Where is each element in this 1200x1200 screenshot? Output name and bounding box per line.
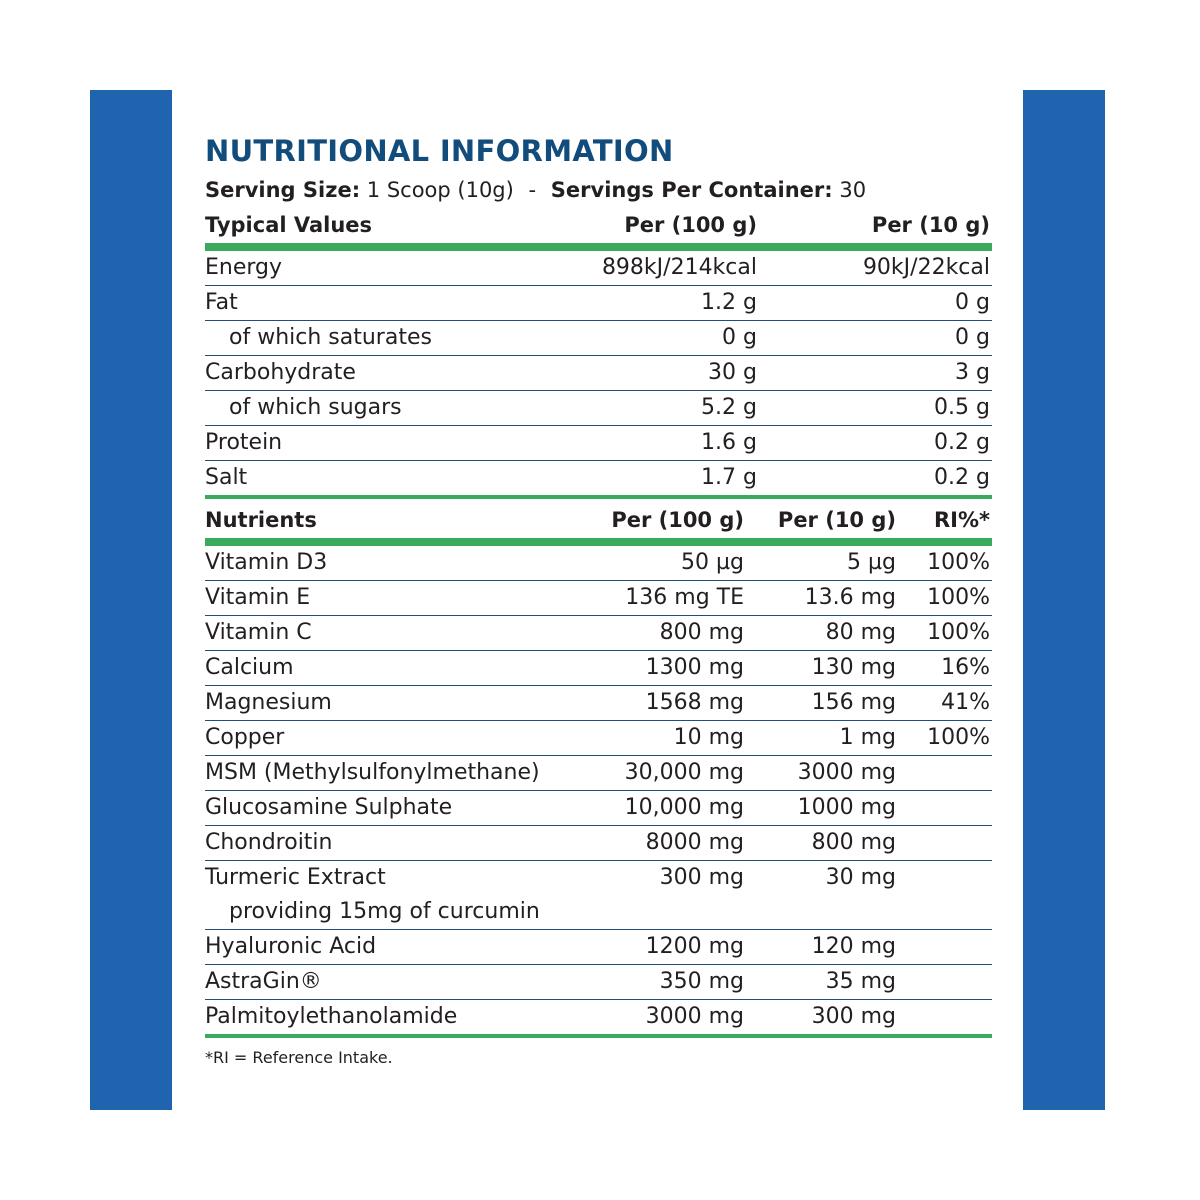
table-row <box>205 356 992 391</box>
value-per-100g: 10 mg <box>673 725 744 750</box>
table-header <box>205 207 992 251</box>
nutrients-rows <box>205 546 992 1038</box>
nutrient-name: Vitamin D3 <box>205 550 328 575</box>
value-per-10g: 3 g <box>955 360 990 385</box>
nutrient-name: MSM (Methylsulfonylmethane) <box>205 760 540 785</box>
table-row <box>205 826 992 861</box>
column-header: Per (100 g) <box>611 508 744 532</box>
nutrition-panel <box>205 130 992 1072</box>
column-header: Nutrients <box>205 508 317 532</box>
value-per-10g: 0.2 g <box>934 465 990 490</box>
typical-values-table <box>205 207 992 499</box>
serving-size-label: Serving Size: <box>205 178 361 202</box>
value-ri-percent: 41% <box>941 690 990 715</box>
table-row <box>205 251 992 286</box>
table-row <box>205 546 992 581</box>
table-row <box>205 1000 992 1038</box>
value-per-100g: 1.7 g <box>701 465 757 490</box>
nutrient-subtext: providing 15mg of curcumin <box>229 899 540 924</box>
value-ri-percent: 16% <box>941 655 990 680</box>
value-per-100g: 30 g <box>708 360 757 385</box>
table-row <box>205 391 992 426</box>
column-header: Per (10 g) <box>871 213 990 237</box>
value-per-100g: 10,000 mg <box>624 795 744 820</box>
nutrient-name: Chondroitin <box>205 830 333 855</box>
value-per-10g: 1000 mg <box>797 795 896 820</box>
value-ri-percent: 100% <box>927 585 990 610</box>
nutrient-name: Hyaluronic Acid <box>205 934 377 959</box>
value-per-100g: 8000 mg <box>645 830 744 855</box>
value-per-10g: 90kJ/22kcal <box>862 255 990 280</box>
value-per-10g: 0 g <box>955 325 990 350</box>
nutrient-name: of which sugars <box>229 395 402 420</box>
table-row <box>205 930 992 965</box>
column-header: Per (10 g) <box>777 508 896 532</box>
value-per-100g: 1568 mg <box>645 690 744 715</box>
value-per-10g: 800 mg <box>811 830 896 855</box>
serving-separator: - <box>528 178 537 202</box>
nutrient-name: Vitamin E <box>205 585 311 610</box>
nutrient-name: Palmitoylethanolamide <box>205 1004 458 1029</box>
value-per-10g: 0 g <box>955 290 990 315</box>
value-per-100g: 898kJ/214kcal <box>601 255 757 280</box>
value-ri-percent: 100% <box>927 550 990 575</box>
value-per-100g: 1200 mg <box>645 934 744 959</box>
nutrients-table <box>205 502 992 1038</box>
table-row <box>205 721 992 756</box>
table-row <box>205 861 992 930</box>
table-row <box>205 286 992 321</box>
value-per-100g: 1300 mg <box>645 655 744 680</box>
table-row <box>205 686 992 721</box>
right-side-bar <box>1023 90 1105 1110</box>
typical-values-rows <box>205 251 992 499</box>
nutrient-name: Magnesium <box>205 690 332 715</box>
value-per-10g: 35 mg <box>825 969 896 994</box>
value-per-100g: 0 g <box>722 325 757 350</box>
value-per-10g: 0.2 g <box>934 430 990 455</box>
footnote: *RI = Reference Intake. <box>205 1048 393 1067</box>
nutrient-name: Vitamin C <box>205 620 312 645</box>
value-per-100g: 300 mg <box>659 865 744 890</box>
nutrient-name: Glucosamine Sulphate <box>205 795 453 820</box>
value-per-10g: 3000 mg <box>797 760 896 785</box>
left-side-bar <box>90 90 172 1110</box>
nutrient-name: of which saturates <box>229 325 432 350</box>
value-per-100g: 30,000 mg <box>624 760 744 785</box>
column-header: RI%* <box>933 508 990 532</box>
table-row <box>205 756 992 791</box>
table-row <box>205 461 992 499</box>
value-per-100g: 1.2 g <box>701 290 757 315</box>
value-ri-percent: 100% <box>927 620 990 645</box>
value-per-10g: 120 mg <box>811 934 896 959</box>
value-per-10g: 13.6 mg <box>804 585 896 610</box>
serving-info <box>205 173 992 207</box>
nutrient-name: Fat <box>205 290 238 315</box>
nutrient-name: Calcium <box>205 655 294 680</box>
value-per-100g: 350 mg <box>659 969 744 994</box>
table-row <box>205 791 992 826</box>
value-per-100g: 136 mg TE <box>625 585 744 610</box>
column-header: Per (100 g) <box>624 213 757 237</box>
table-row <box>205 965 992 1000</box>
value-per-100g: 5.2 g <box>701 395 757 420</box>
column-header: Typical Values <box>205 213 373 237</box>
servings-per-container-value: 30 <box>839 178 867 202</box>
table-row <box>205 426 992 461</box>
nutrient-name: Turmeric Extract <box>205 865 386 890</box>
table-row <box>205 581 992 616</box>
servings-per-container-label: Servings Per Container: <box>550 178 833 202</box>
value-per-100g: 3000 mg <box>645 1004 744 1029</box>
nutrient-name: Salt <box>205 465 248 490</box>
table-header <box>205 502 992 546</box>
nutrient-name: Carbohydrate <box>205 360 356 385</box>
nutrient-name: Protein <box>205 430 283 455</box>
page-title: NUTRITIONAL INFORMATION <box>205 134 674 168</box>
value-per-10g: 80 mg <box>825 620 896 645</box>
value-per-10g: 130 mg <box>811 655 896 680</box>
value-per-100g: 800 mg <box>659 620 744 645</box>
table-row <box>205 651 992 686</box>
nutrient-name: AstraGin® <box>205 969 322 994</box>
value-per-10g: 0.5 g <box>934 395 990 420</box>
value-per-100g: 50 µg <box>681 550 744 575</box>
nutrient-name: Copper <box>205 725 285 750</box>
value-per-10g: 300 mg <box>811 1004 896 1029</box>
value-ri-percent: 100% <box>927 725 990 750</box>
value-per-10g: 156 mg <box>811 690 896 715</box>
nutrient-name: Energy <box>205 255 283 280</box>
table-row <box>205 321 992 356</box>
value-per-10g: 30 mg <box>825 865 896 890</box>
serving-size-value: 1 Scoop (10g) <box>366 178 514 202</box>
value-per-10g: 1 mg <box>839 725 896 750</box>
value-per-10g: 5 µg <box>847 550 896 575</box>
value-per-100g: 1.6 g <box>701 430 757 455</box>
table-row <box>205 616 992 651</box>
